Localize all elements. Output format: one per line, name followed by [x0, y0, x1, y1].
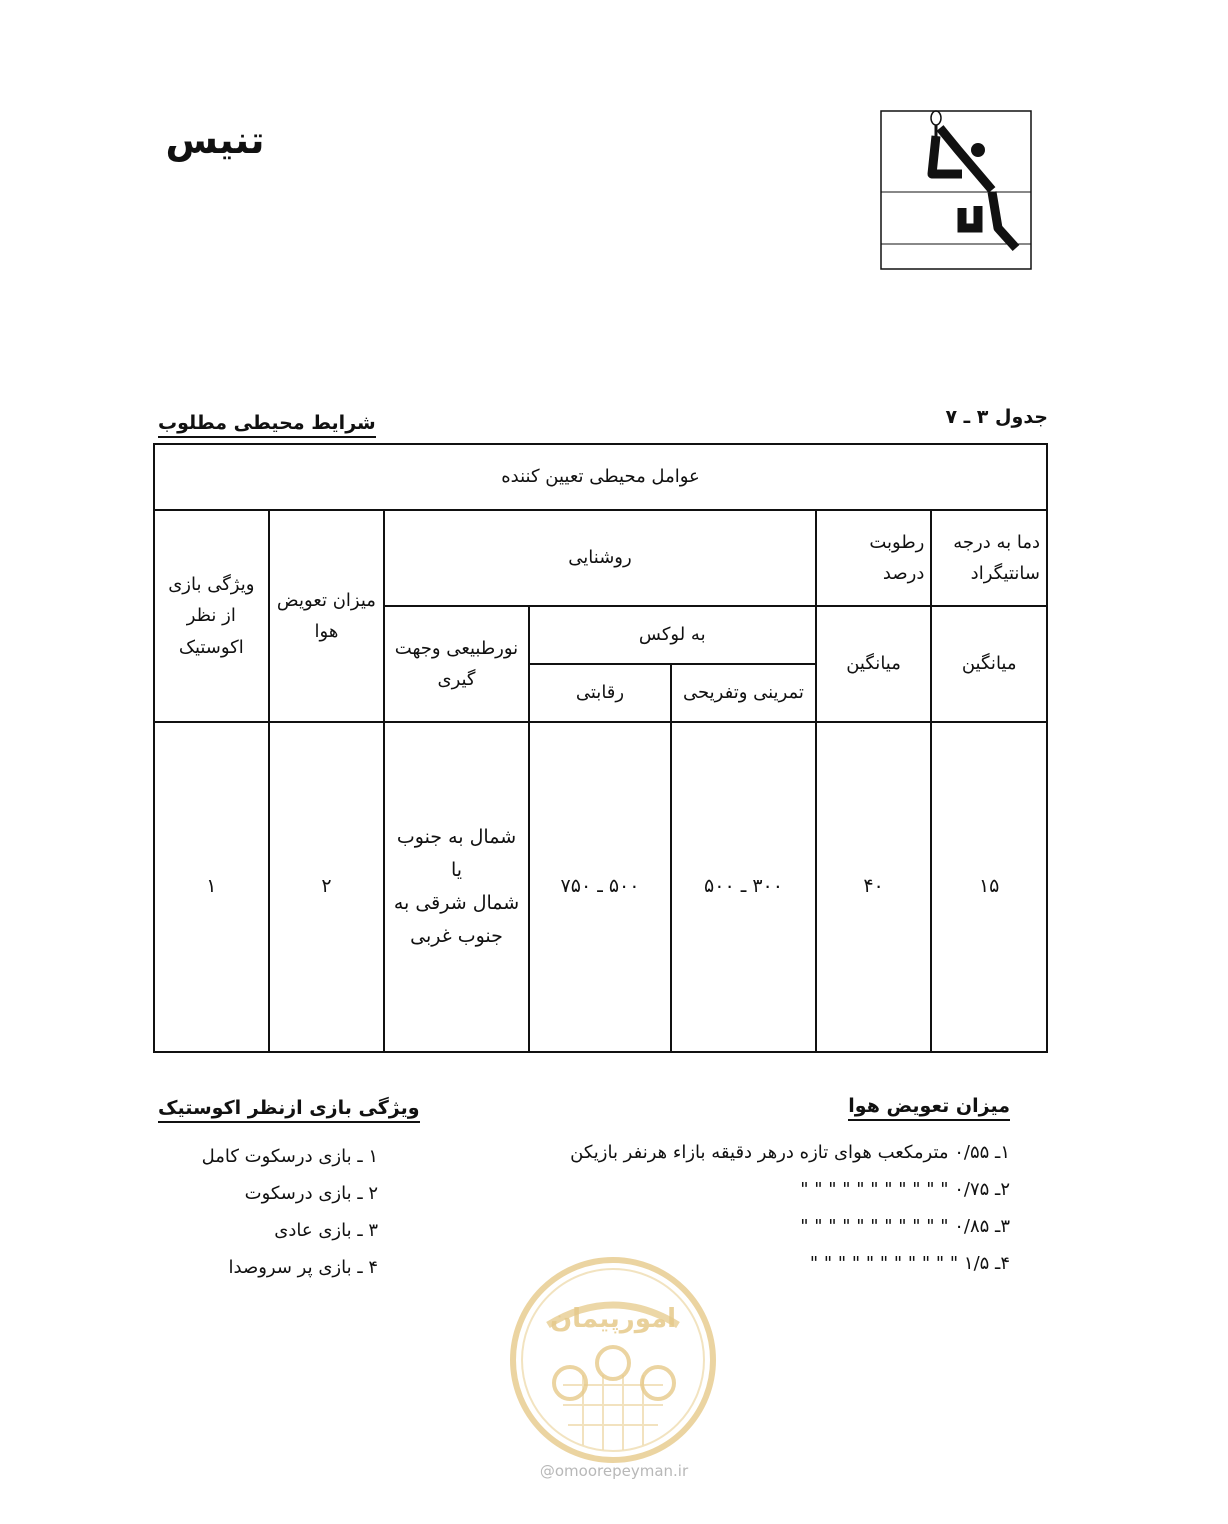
tennis-player-pictogram-icon [880, 110, 1032, 270]
natural-light-header: نورطبیعی وجهت گیری [384, 606, 529, 722]
competitive-lux-value: ۵۰۰ ـ ۷۵۰ [529, 722, 671, 1052]
acoustic-header: ویژگی بازی از نظر اکوستیک [154, 510, 269, 722]
watermark-seal-icon [508, 1255, 718, 1465]
average-temp-header: میانگین [931, 606, 1047, 722]
page-title: تنیس [165, 118, 265, 162]
acoustic-list [150, 1146, 378, 1294]
acoustic-item: ۴ ـ بازی پر سروصدا [228, 1257, 378, 1278]
environment-table [153, 443, 1048, 1053]
lux-header: به لوکس [529, 606, 816, 664]
humidity-header: رطوبت درصد [816, 510, 932, 606]
ventilation-value: ۲ [269, 722, 385, 1052]
acoustic-heading: ویژگی بازی ازنظر اکوستیک [158, 1097, 420, 1123]
ventilation-item: ۲ـ ۰/۷۵ " " " " " " " " " " " [800, 1179, 1010, 1200]
table-caption-number: جدول ۳ ـ ۷ [945, 406, 1048, 428]
factors-header: عوامل محیطی تعیین کننده [154, 444, 1047, 510]
training-header: تمرینی وتفریحی [671, 664, 816, 722]
table-caption-subject: شرایط محیطی مطلوب [158, 412, 376, 438]
ventilation-heading: میزان تعویض هوا [848, 1095, 1010, 1121]
ventilation-item: ۱ـ ۰/۵۵ مترمکعب هوای تازه درهر دقیقه بازاء هرنفر بازیکن [570, 1142, 1010, 1163]
orientation-line: جنوب غربی [410, 925, 503, 948]
acoustic-item: ۱ ـ بازی درسکوت کامل [201, 1146, 378, 1167]
average-humidity-header: میانگین [816, 606, 932, 722]
orientation-line: یا [450, 858, 463, 881]
watermark-url: @omoorepeyman.ir [539, 1462, 689, 1480]
ventilation-header: میزان تعویض هوا [269, 510, 385, 722]
ventilation-item: ۴ـ ۱/۵ " " " " " " " " " " " [809, 1253, 1010, 1274]
orientation-cell [384, 722, 529, 1052]
ventilation-item: ۳ـ ۰/۸۵ " " " " " " " " " " " [800, 1216, 1010, 1237]
training-lux-value: ۳۰۰ ـ ۵۰۰ [671, 722, 816, 1052]
lighting-header: روشنایی [384, 510, 816, 606]
competitive-header: رقابتی [529, 664, 671, 722]
humidity-value: ۴۰ [816, 722, 932, 1052]
orientation-line: شمال به جنوب [396, 825, 517, 848]
acoustic-item: ۳ ـ بازی عادی [274, 1220, 378, 1241]
orientation-line: شمال شرقی به [393, 892, 520, 914]
watermark-seal-text: امورپیمان [549, 1304, 677, 1334]
temperature-header: دما به درجه سانتیگراد [931, 510, 1047, 606]
acoustic-value: ۱ [154, 722, 269, 1052]
acoustic-item: ۲ ـ بازی درسکوت [244, 1183, 378, 1204]
temperature-value: ۱۵ [931, 722, 1047, 1052]
